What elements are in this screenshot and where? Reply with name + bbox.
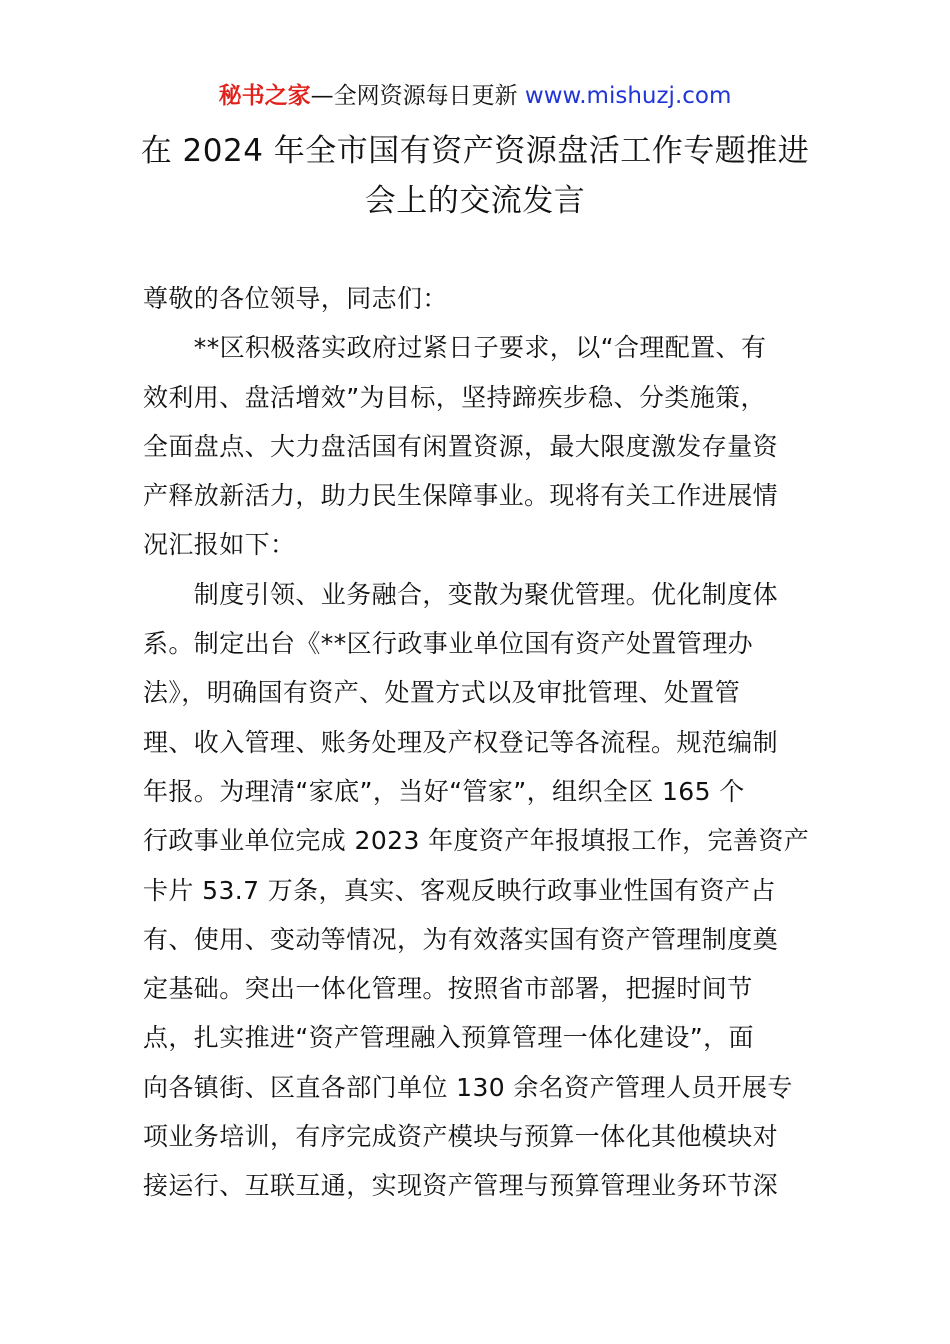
body-line: 项业务培训，有序完成资产模块与预算一体化其他模块对 — [143, 1122, 779, 1152]
body-line: 接运行、互联互通，实现资产管理与预算管理业务环节深 — [143, 1171, 779, 1201]
body-line: 年报。为理清“家底”，当好“管家”，组织全区 165 个 — [143, 776, 745, 806]
title-line-1: 在 2024 年全市国有资产资源盘活工作专题推进 — [140, 133, 810, 169]
body-line: 全面盘点、大力盘活国有闲置资源，最大限度激发存量资 — [143, 431, 779, 461]
site-header — [0, 80, 950, 112]
body-line: 定基础。突出一体化管理。按照省市部署，把握时间节 — [143, 974, 753, 1004]
salutation-line: 尊敬的各位领导，同志们： — [143, 284, 448, 313]
body-line: 理、收入管理、账务处理及产权登记等各流程。规范编制 — [143, 727, 779, 757]
body-line: 制度引领、业务融合，变散为聚优管理。优化制度体 — [143, 579, 779, 609]
body-line: 产释放新活力，助力民生保障事业。现将有关工作进展情 — [143, 481, 779, 511]
body-line: 系。制定出台《**区行政事业单位国有资产处置管理办 — [143, 629, 754, 659]
site-url-link[interactable]: www.mishuzj.com — [524, 83, 732, 109]
title-line-2: 会上的交流发言 — [364, 183, 586, 219]
body-line: 效利用、盘活增效”为目标，坚持蹄疾步稳、分类施策， — [143, 382, 766, 412]
document-title — [120, 126, 830, 226]
body-line: 行政事业单位完成 2023 年度资产年报填报工作，完善资产 — [143, 826, 810, 856]
body-line: 法》，明确国有资产、处置方式以及审批管理、处置管 — [143, 678, 741, 708]
brand-name: 秘书之家 — [218, 83, 311, 109]
body-line: 卡片 53.7 万条，真实、客观反映行政事业性国有资产占 — [143, 875, 776, 905]
body-line: 有、使用、变动等情况，为有效落实国有资产管理制度奠 — [143, 924, 779, 954]
body-line: **区积极落实政府过紧日子要求，以“合理配置、有 — [143, 333, 767, 363]
document-body — [143, 274, 811, 1211]
header-tagline: 全网资源每日更新 — [333, 83, 525, 109]
body-line: 向各镇街、区直各部门单位 130 余名资产管理人员开展专 — [143, 1072, 793, 1102]
header-dash: — — [310, 83, 334, 109]
body-line: 点，扎实推进“资产管理融入预算管理一体化建设”，面 — [143, 1023, 754, 1053]
body-line: 况汇报如下： — [143, 530, 296, 560]
